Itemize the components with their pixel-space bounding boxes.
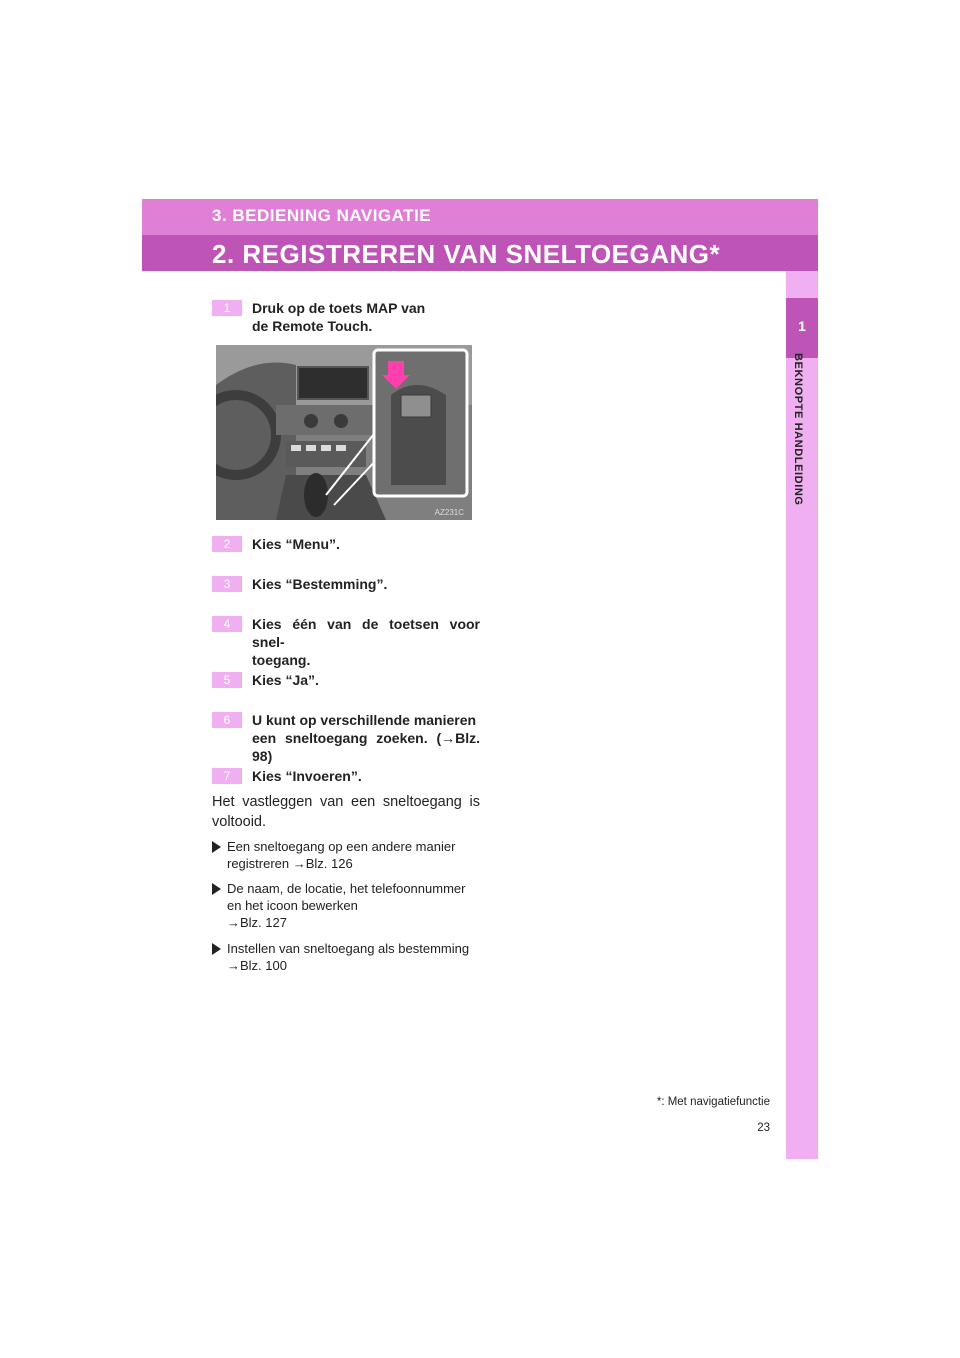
completion-text: Het vastleggen van een sneltoegang is voltooid. xyxy=(212,794,480,830)
footnote: *: Met navigatiefunctie xyxy=(656,1096,770,1108)
step-2-line-1: Kies “Menu”. xyxy=(252,536,340,552)
reference-2-line-3: →Blz. 127 xyxy=(227,915,287,930)
step-text-1 xyxy=(252,299,480,335)
reference-item-1[interactable] xyxy=(212,838,482,872)
reference-2-line-2: en het icoon bewerken xyxy=(227,898,358,913)
step-6-line-1: U kunt op verschillende manieren xyxy=(252,712,477,728)
step-1-line-1: Druk op de toets MAP van xyxy=(252,300,426,316)
reference-3-line-2: →Blz. 100 xyxy=(227,958,287,973)
step-text-5 xyxy=(252,671,480,689)
triangle-right-icon xyxy=(212,883,221,895)
page-number: 23 xyxy=(757,1122,770,1134)
step-5-line-1: Kies “Ja”. xyxy=(252,672,319,688)
triangle-right-icon xyxy=(212,841,221,853)
step-1-line-2: de Remote Touch. xyxy=(252,318,373,334)
step-badge-5: 5 xyxy=(212,672,242,688)
illustration-code: AZ231C xyxy=(434,508,464,517)
step-4-line-1: Kies één van de toetsen voor snel- xyxy=(252,616,480,650)
dashboard-illustration xyxy=(216,345,472,520)
step-badge-4: 4 xyxy=(212,616,242,632)
triangle-right-icon xyxy=(212,943,221,955)
step-6-line-2: een sneltoegang zoeken. (→Blz. 98) xyxy=(252,730,480,764)
reference-2-line-1: De naam, de locatie, het telefoonnummer xyxy=(227,881,466,896)
step-badge-3: 3 xyxy=(212,576,242,592)
step-3-line-1: Kies “Bestemming”. xyxy=(252,576,388,592)
step-text-2 xyxy=(252,535,480,553)
step-4-line-2: toegang. xyxy=(252,652,311,668)
step-text-6 xyxy=(252,711,480,765)
page-title: 2. REGISTREREN VAN SNELTOEGANG* xyxy=(212,239,721,269)
reference-item-2[interactable] xyxy=(212,880,482,931)
reference-item-3[interactable] xyxy=(212,940,482,974)
step-7-line-1: Kies “Invoeren”. xyxy=(252,768,362,784)
section-label: 3. BEDIENING NAVIGATIE xyxy=(212,206,432,225)
step-badge-2: 2 xyxy=(212,536,242,552)
step-text-4 xyxy=(252,615,480,669)
reference-1-line-1: Een sneltoegang op een andere manier xyxy=(227,839,456,854)
chapter-title: BEKNOPTE HANDLEIDING xyxy=(792,353,804,506)
step-text-3 xyxy=(252,575,480,593)
reference-1-line-2: registreren →Blz. 126 xyxy=(227,856,353,871)
step-badge-7: 7 xyxy=(212,768,242,784)
reference-3-line-1: Instellen van sneltoegang als bestemming xyxy=(227,941,470,956)
step-badge-1: 1 xyxy=(212,300,242,316)
step-badge-6: 6 xyxy=(212,712,242,728)
chapter-number: 1 xyxy=(798,318,806,334)
step-text-7 xyxy=(252,767,480,785)
dashboard-photo-icon xyxy=(216,345,472,520)
